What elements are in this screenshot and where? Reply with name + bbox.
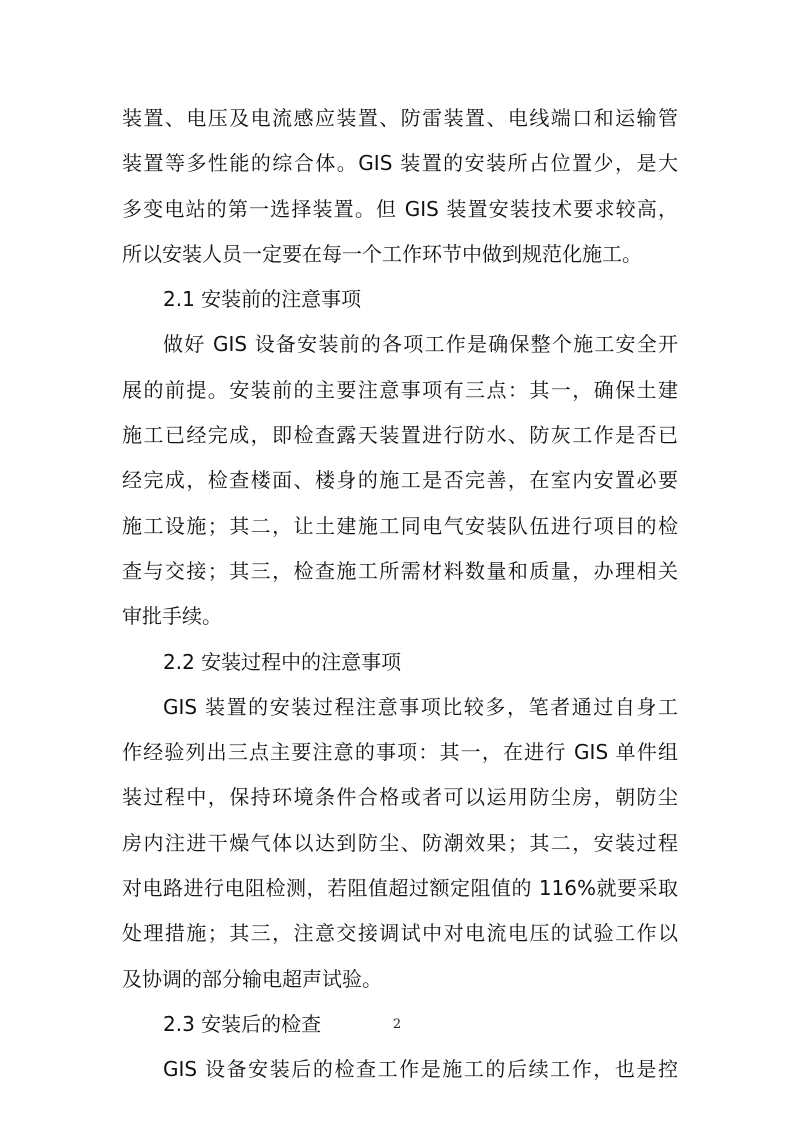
paragraph-line: 作经验列出三点主要注意的事项：其一，在进行 GIS 单件组 xyxy=(122,740,678,765)
body-text xyxy=(122,96,678,1093)
paragraph-line: 查与交接；其三，检查施工所需材料数量和质量，办理相关 xyxy=(122,558,678,583)
paragraph-line: 展的前提。安装前的主要注意事项有三点：其一，确保土建 xyxy=(122,377,678,402)
paragraph-line: GIS 装置的安装过程注意事项比较多，笔者通过自身工 xyxy=(163,694,678,719)
paragraph-line: 施工设施；其二，让土建施工同电气安装队伍进行项目的检 xyxy=(122,513,678,538)
section-heading-2-3: 2.3 安装后的检查 xyxy=(163,1011,322,1036)
paragraph-line: GIS 设备安装后的检查工作是施工的后续工作，也是控 xyxy=(163,1057,678,1082)
paragraph-line: 装置、电压及电流感应装置、防雷装置、电线端口和运输管 xyxy=(122,106,678,130)
section-heading-2-1: 2.1 安装前的注意事项 xyxy=(163,287,362,312)
paragraph-line: 施工已经完成，即检查露天装置进行防水、防灰工作是否已 xyxy=(122,423,678,448)
paragraph-line: 房内注进干燥气体以达到防尘、防潮效果；其二，安装过程 xyxy=(122,830,678,855)
page-number: 2 xyxy=(392,1017,402,1032)
paragraph-line: 装过程中，保持环境条件合格或者可以运用防尘房，朝防尘 xyxy=(122,785,678,810)
paragraph-line: 做好 GIS 设备安装前的各项工作是确保整个施工安全开 xyxy=(163,332,678,357)
paragraph-line: 处理措施；其三，注意交接调试中对电流电压的试验工作以 xyxy=(122,921,678,946)
paragraph-line: 所以安装人员一定要在每一个工作环节中做到规范化施工。 xyxy=(122,241,642,266)
paragraph-line: 及协调的部分输电超声试验。 xyxy=(122,966,382,991)
paragraph-line: 对电路进行电阻检测，若阻值超过额定阻值的 116%就要采取 xyxy=(122,876,678,901)
section-heading-2-2: 2.2 安装过程中的注意事项 xyxy=(163,649,402,674)
paragraph-line: 审批手续。 xyxy=(122,604,222,629)
paragraph-line: 装置等多性能的综合体。GIS 装置的安装所占位置少，是大 xyxy=(122,151,678,176)
paragraph-line: 多变电站的第一选择装置。但 GIS 装置安装技术要求较高， xyxy=(122,196,678,221)
paragraph-line: 经完成，检查楼面、楼身的施工是否完善，在室内安置必要 xyxy=(122,468,678,493)
